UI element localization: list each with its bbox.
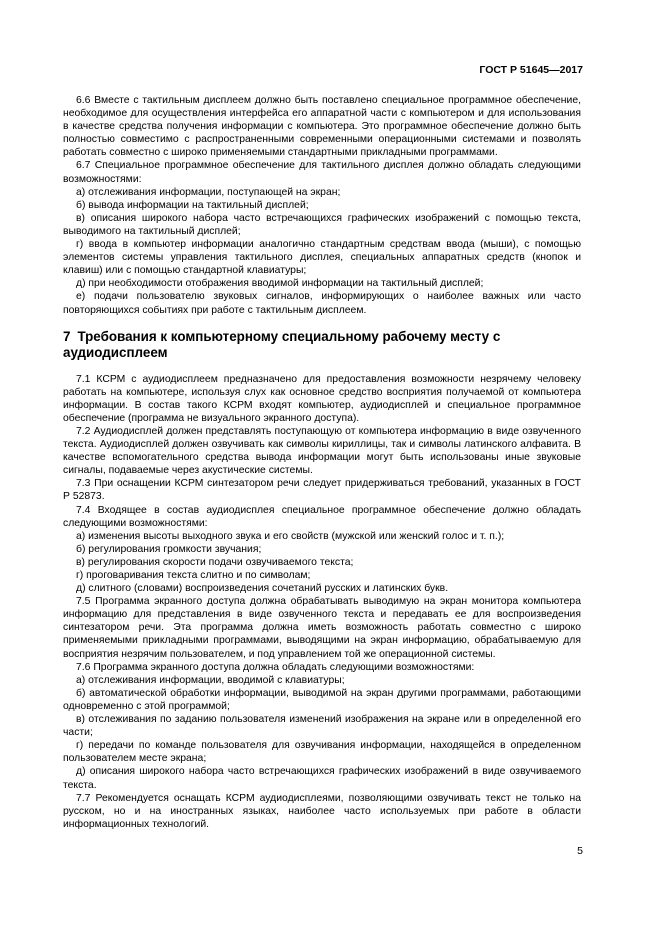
list-item: д) описания широкого набора часто встречающихся графических изображений в виде озвучиваемого текста. xyxy=(63,766,581,791)
list-item: г) передачи по команде пользователя для озвучивания информации, находящейся в определенном пользователем месте экрана; xyxy=(63,740,581,765)
clause-7-5: 7.5 Программа экранного доступа должна обрабатывать выводимую на экран монитора компьютера информацию для представления в виде озвученного текста и передавать ее для воспроизведения синтезатором речи. Эта программа должна иметь возможность работать совместно с широко применяемыми прикладными программами, выводящими на экран информацию, обрабатываемую для восприятия незрячим пользователем, и под управлением той же операционной системы. xyxy=(63,596,581,660)
list-item: в) регулирования скорости подачи озвучиваемого текста; xyxy=(76,556,354,568)
list-item: г) ввода в компьютер информации аналогично стандартным средствам ввода (мыши), с помощью элементов системы управления тактильного дисплея, специальных аппаратных средств (кнопок и клавиш) или с помощью стандартной клавиатуры; xyxy=(63,239,581,277)
section-number: 7 xyxy=(63,328,71,344)
list-item: б) вывода информации на тактильный дисплей; xyxy=(76,199,309,211)
list-item: а) изменения высоты выходного звука и его свойств (мужской или женский голос и т. п.); xyxy=(76,530,505,542)
list-item: в) описания широкого набора часто встречающихся графических изображений с помощью текста, выводимого на тактильный дисплей; xyxy=(63,212,581,237)
clause-7-2: 7.2 Аудиодисплей должен представлять поступающую от компьютера информацию в виде озвученного текста. Аудиодисплей должен озвучивать как символы кириллицы, так и символы латинского алфавита. В качестве вспомогательного средства вывода информации могут быть использованы иные звуковые сигналы, подаваемые через акустические системы. xyxy=(63,425,581,477)
clause-7-1: 7.1 КСРМ с аудиодисплеем предназначено для предоставления возможности незрячему человеку работать на компьютере, используя слух как основное средство восприятия получаемой от компьютера информации. В состав такого КСРМ входят компьютер, аудиодисплей и специальное программное обеспечение (программа не визуального экранного доступа). xyxy=(63,373,581,424)
list-item: б) регулирования громкости звучания; xyxy=(76,543,262,555)
list-item: б) автоматической обработки информации, выводимой на экран другими программами, работающими одновременно с этой программой; xyxy=(63,687,581,712)
section-title: Требования к компьютерному специальному рабочему месту с аудиодисплеем xyxy=(63,328,501,360)
clause-7-7: 7.7 Рекомендуется оснащать КСРМ аудиодисплеями, позволяющими озвучивать текст не только на русском, но и на иностранных языках, наиболее часто используемых при работе в области информационных технологий. xyxy=(63,792,581,830)
list-item: а) отслеживания информации, вводимой с клавиатуры; xyxy=(76,674,345,686)
clause-7-6: 7.6 Программа экранного доступа должна обладать следующими возможностями: xyxy=(76,661,475,673)
document-body xyxy=(63,94,581,831)
page-number: 5 xyxy=(577,845,583,857)
clause-6-6: 6.6 Вместе с тактильным дисплеем должно быть поставлено специальное программное обеспечение, необходимое для осуществления интерфейса его аппаратной части с компьютером и для использования в качестве средства получения информации с компьютера. Это программное обеспечение должно быть полностью совместимо с распространенными современными операционными системами и позволять работать совместно с широко применяемыми стандартными прикладными программами. xyxy=(63,95,581,159)
section-7-body xyxy=(63,373,581,831)
list-item: д) слитного (словами) воспроизведения сочетаний русских и латинских букв. xyxy=(76,583,449,595)
list-item: г) проговаривания текста слитно и по символам; xyxy=(76,570,311,581)
list-item: д) при необходимости отображения вводимой информации на тактильный дисплей; xyxy=(76,278,484,290)
standard-header: ГОСТ Р 51645—2017 xyxy=(479,64,583,76)
list-item: а) отслеживания информации, поступающей на экран; xyxy=(76,186,341,198)
list-item: в) отслеживания по заданию пользователя изменений изображения на экране или в определенной его части; xyxy=(63,714,581,739)
section-6-tail xyxy=(63,94,581,317)
clause-7-3: 7.3 При оснащении КСРМ синтезатором речи следует придерживаться требований, указанных в ГОСТ Р 52873. xyxy=(63,478,581,503)
list-item: е) подачи пользователю звуковых сигналов, информирующих о наиболее важных или часто повторяющихся событиях при работе с тактильным дисплеем. xyxy=(63,291,581,316)
section-7-heading xyxy=(63,329,581,361)
clause-7-4: 7.4 Входящее в состав аудиодисплея специальное программное обеспечение должно обладать следующими возможностями: xyxy=(63,504,581,529)
clause-6-7: 6.7 Специальное программное обеспечение для тактильного дисплея должно обладать следующими возможностями: xyxy=(63,160,581,185)
